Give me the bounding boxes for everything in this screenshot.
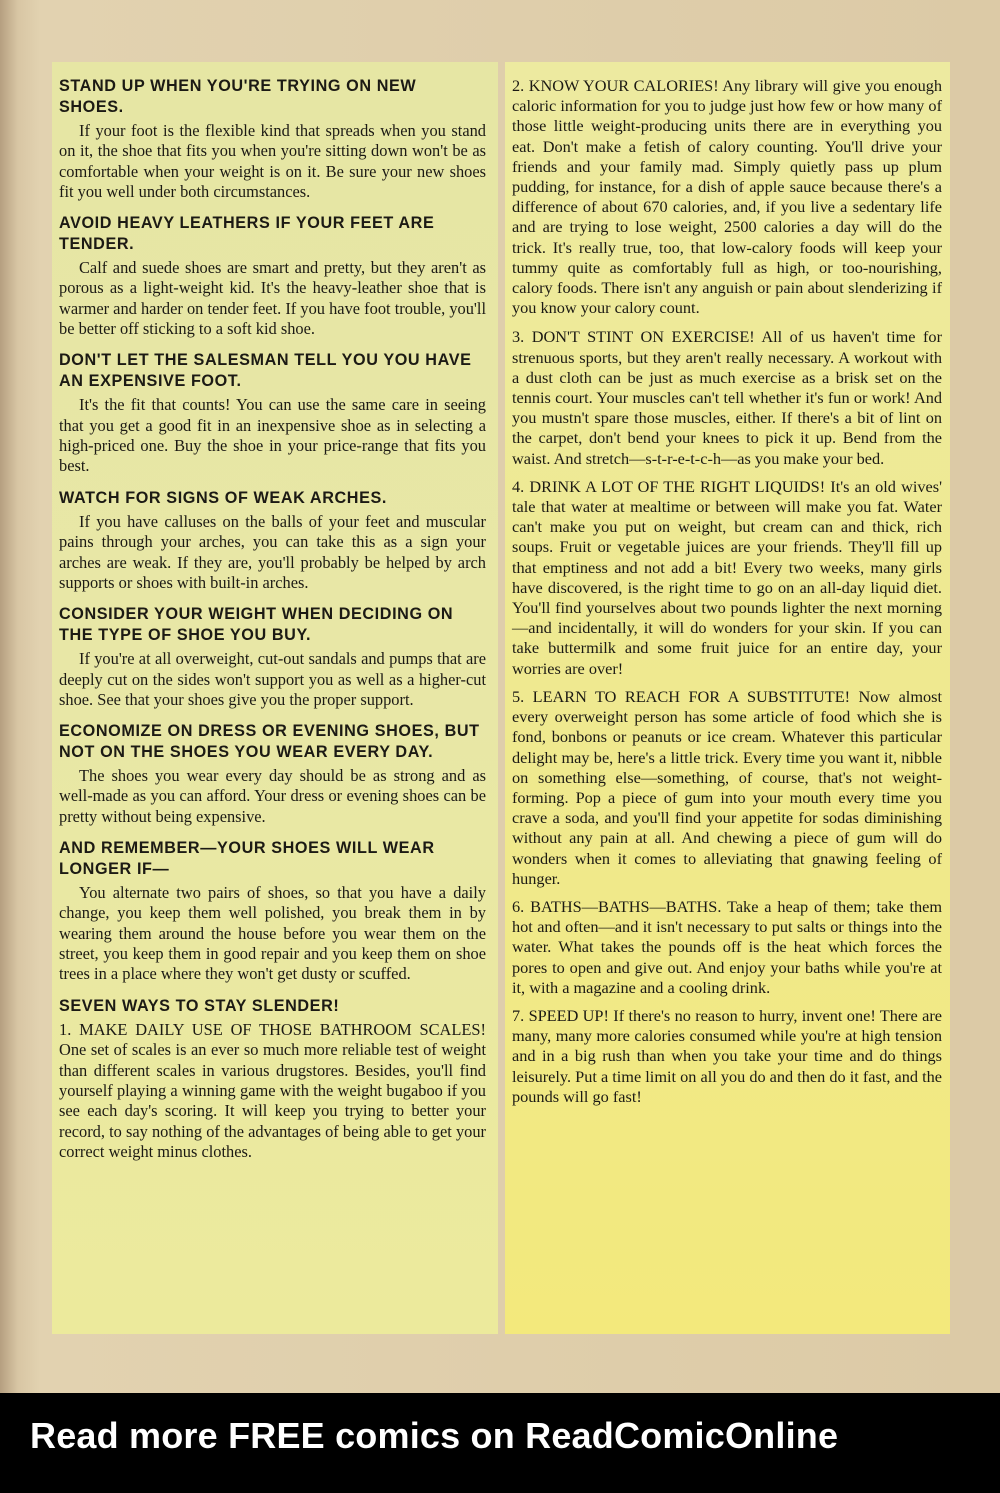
tip-heading: AVOID HEAVY LEATHERS IF YOUR FEET ARE TENDER. bbox=[59, 214, 435, 253]
tip-heading: SEVEN WAYS TO STAY SLENDER! bbox=[59, 996, 340, 1015]
slender-tip: 4. DRINK A LOT OF THE RIGHT LIQUIDS! It's an old wives' tale that water at mealtime or between will make you fat. Water can't make you put on weight, but cream can and thick, rich soups. Fruit or vegetable juices are your friends. They'll fill up that emptiness and not add a bit! Every two weeks, many girls have discovered, is the right time to go on an all-day liquid diet. You'll find yourselves about two pounds lighter the next morning—and incidentally, it will do wonders for your skin. If you can take buttermilk and some fruit juice for an entire day, your worries are over! bbox=[512, 476, 942, 678]
tip-heading: DON'T LET THE SALESMAN TELL YOU YOU HAVE AN EXPENSIVE FOOT. bbox=[59, 351, 472, 390]
tip-section bbox=[59, 721, 486, 827]
tip-body: The shoes you wear every day should be as strong and as well-made as you can afford. Your dress or evening shoes can be pretty without being expensive. bbox=[59, 766, 486, 826]
tip-body: It's the fit that counts! You can use the same care in seeing that you get a good fit in an inexpensive shoe as in selecting a high-priced one. Buy the shoe in your price-range that fits you best. bbox=[59, 395, 486, 476]
tip-body: Calf and suede shoes are smart and pretty, but they aren't as porous as a light-weight kid. It's the heavy-leather shoe that is warmer and harder on tender feet. If you have foot trouble, you'll be better off sticking to a soft kid shoe. bbox=[59, 258, 486, 339]
tip-body: If your foot is the flexible kind that spreads when you stand on it, the shoe that fits you when you're sitting down won't be as comfortable when your weight is on it. Be sure your new shoes fit you well under both circumstances. bbox=[59, 121, 486, 201]
tip-section bbox=[59, 76, 486, 202]
tip-heading: ECONOMIZE ON DRESS OR EVENING SHOES, BUT NOT ON THE SHOES YOU WEAR EVERY DAY. bbox=[59, 722, 480, 761]
slender-tip: 3. DON'T STINT ON EXERCISE! All of us haven't time for strenuous sports, but they aren't really necessary. A workout with a dust cloth can be just as much exercise as a brisk set on the tennis court. Your muscles can't tell whether it's fun or work! And you mustn't spare those muscles, either. If there's a bit of lint on the carpet, don't bend your knees to pick it up. Bend from the waist. And stretch—s-t-r-e-t-c-h—as you make your bed. bbox=[512, 327, 942, 468]
tip-section bbox=[59, 213, 486, 339]
slender-tip: 6. BATHS—BATHS—BATHS. Take a heap of them; take them hot and often—and it isn't necessary to put salts or things into the water. What takes the pounds off is the heat which forces the pores to open and give out. And enjoy your baths while you're at it, with a magazine and a cooling drink. bbox=[512, 896, 942, 997]
slender-tip: 2. KNOW YOUR CALORIES! Any library will give you enough caloric information for you to judge just how few or how many of those little weight-producing units there are in everything you eat. Don't make a fetish of calory counting. You'll drive your friends and your family mad. Simply quietly pass up plum pudding, for instance, for a dish of apple sauce because there's a difference of about 670 calories, and, if you live a sedentary life and are trying to lose weight, 2500 calories a day will do the trick. It's really true, too, that low-calory foods will keep your tummy quite as comfortably full as high, or too-nourishing, calory foods. There isn't any anguish or pain about slenderizing if you know your calory count. bbox=[512, 76, 942, 318]
tip-body: If you're at all overweight, cut-out sandals and pumps that are deeply cut on the sides won't support you as well as a higher-cut shoe. See that your shoes give you the proper support. bbox=[59, 649, 486, 709]
tip-section bbox=[59, 838, 486, 984]
right-column bbox=[505, 62, 950, 1334]
promo-banner[interactable] bbox=[0, 1393, 1000, 1493]
left-text-panel bbox=[52, 62, 498, 1334]
tip-heading: STAND UP WHEN YOU'RE TRYING ON NEW SHOES. bbox=[59, 77, 417, 116]
promo-banner-text[interactable]: Read more FREE comics on ReadComicOnline bbox=[30, 1415, 839, 1456]
slender-tip: 5. LEARN TO REACH FOR A SUBSTITUTE! Now almost every overweight person has some article of food which she is fond, bonbons or peanuts or ice cream. Whatever this particular delight may be, here's a little trick. Every time you want it, nibble on something else—something, of course, that's not weight-forming. Pop a piece of gum into your mouth every time you crave a soda, and you'll find your appetite for sodas diminishing without any pain at all. And chewing a piece of gum will do wonders when it comes to alleviating that gnawing feeling of hunger. bbox=[512, 686, 942, 888]
tip-heading: CONSIDER YOUR WEIGHT WHEN DECIDING ON THE TYPE OF SHOE YOU BUY. bbox=[59, 605, 454, 644]
tip-section bbox=[59, 350, 486, 476]
tip-body: You alternate two pairs of shoes, so that you have a daily change, you keep them well polished, you break them in by wearing them around the house before you wear them on the street, you keep them in good repair and you keep them on shoe trees in a place where they won't get dusty or scuffed. bbox=[59, 883, 486, 984]
tip-body: 1. MAKE DAILY USE OF THOSE BATHROOM SCALES! One set of scales is an ever so much more reliable test of weight than different scales in various drugstores. Besides, you'll find yourself playing a winning game with the weight bugaboo if you see each day's scoring. It will keep you trying to better your record, to say nothing of the advantages of being able to get your correct weight minus clothes. bbox=[59, 1020, 486, 1161]
tip-section bbox=[59, 488, 486, 594]
tip-section bbox=[59, 604, 486, 710]
tip-section bbox=[59, 996, 486, 1163]
tip-body: If you have calluses on the balls of your feet and muscular pains through your arches, you can take this as a sign your arches are weak. If they are, you'll probably be helped by arch supports or shoes with built-in arches. bbox=[59, 512, 486, 592]
tip-heading: WATCH FOR SIGNS OF WEAK ARCHES. bbox=[59, 488, 387, 507]
left-column bbox=[52, 62, 498, 1334]
tip-heading: AND REMEMBER—YOUR SHOES WILL WEAR LONGER IF— bbox=[59, 839, 435, 878]
right-text-panel bbox=[505, 62, 950, 1334]
slender-tip: 7. SPEED UP! If there's no reason to hurry, invent one! There are many, many more calories consumed while you're at high tension and in a big rush than when you take your time and do things leisurely. Put a time limit on all you do and then do it fast, and the pounds will go fast! bbox=[512, 1005, 942, 1106]
